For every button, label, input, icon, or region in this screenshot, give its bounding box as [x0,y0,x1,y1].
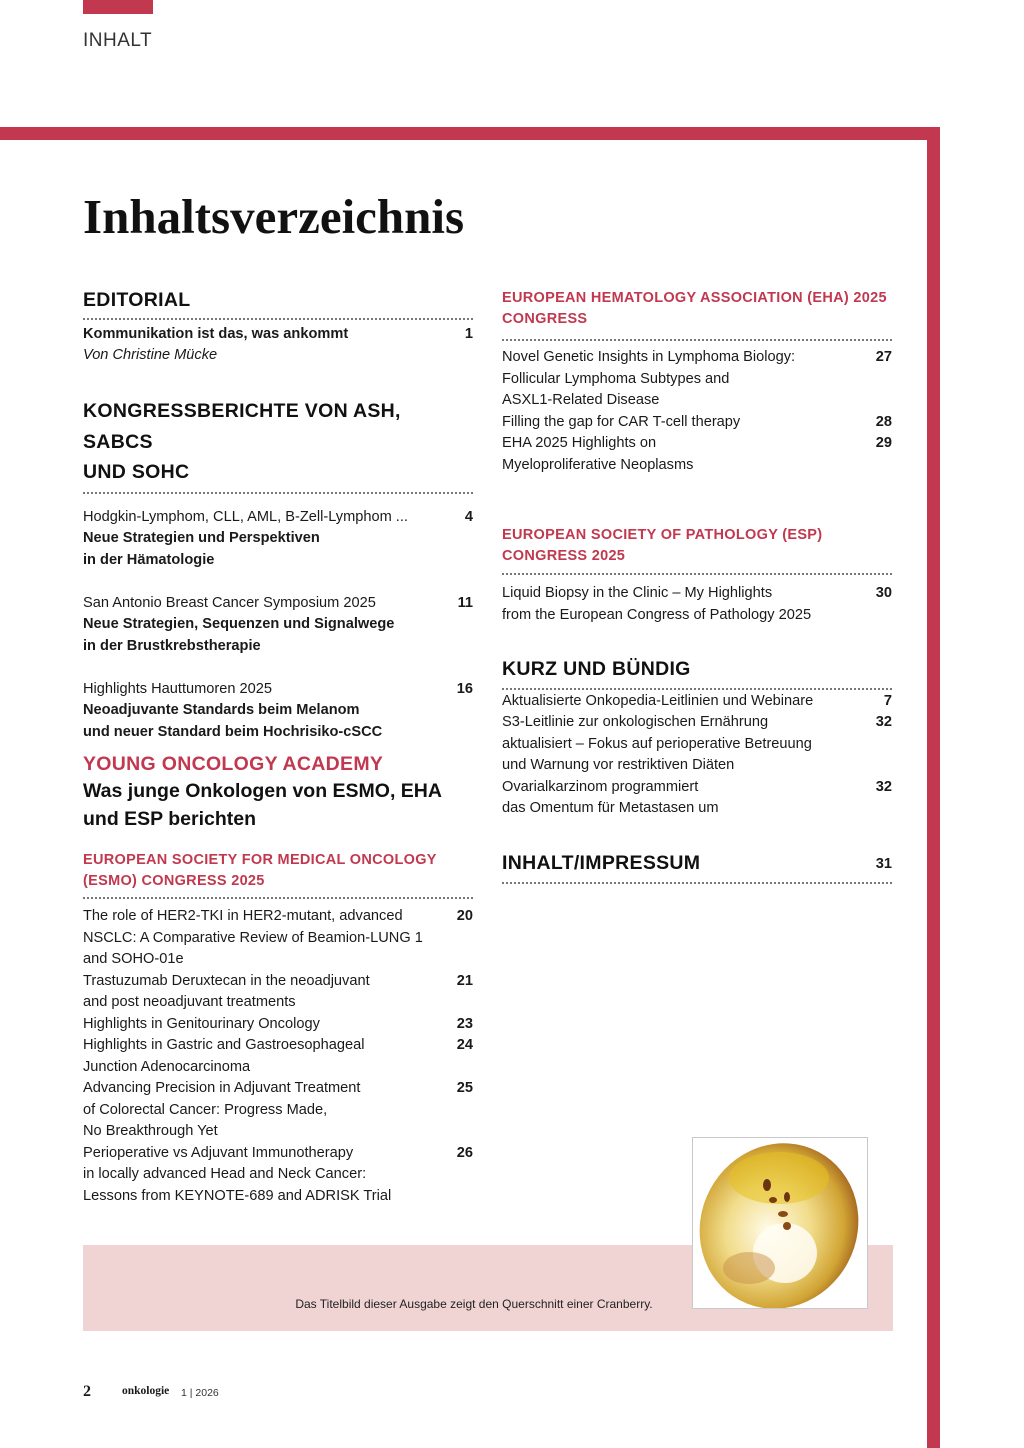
toc-entry[interactable] [502,433,892,476]
section-subtitle: und ESP berichten [83,807,257,830]
divider [502,573,892,575]
footer-journal: onkologie [122,1385,170,1397]
entry-line: Novel Genetic Insights in Lymphoma Biology: [502,349,796,365]
young-oncology-section [83,751,473,833]
toc-entry[interactable] [83,507,473,572]
page-number: 29 [875,435,892,451]
page-number: 1 [464,325,473,342]
divider [83,897,473,899]
entry-kicker: Highlights Hauttumoren 2025 [83,680,273,697]
entry-line: in locally advanced Head and Neck Cancer: [83,1166,367,1182]
page-number: 26 [456,1144,473,1161]
page-number: 28 [875,413,892,430]
entry-title: Kommunikation ist das, was ankommt [83,325,349,342]
entry-line: Follicular Lymphoma Subtypes and [502,370,730,387]
entry-author: Von Christine Mücke [83,347,218,363]
section-heading: YOUNG ONCOLOGY ACADEMY [83,753,384,775]
toc-entry[interactable] [502,583,892,626]
editorial-section [83,285,473,367]
toc-entry[interactable] [83,906,473,971]
esp-section [502,525,892,626]
accent-bar-vertical [927,127,940,1448]
kongress-section [83,396,473,743]
entry-line: EHA 2025 Highlights on [502,435,657,451]
divider [502,688,892,690]
page-number: 23 [456,1015,473,1032]
entry-line: ASXL1-Related Disease [502,392,660,408]
entry-line: S3-Leitlinie zur onkologischen Ernährung [502,714,769,730]
entry-line: The role of HER2-TKI in HER2-mutant, advanced [83,908,403,924]
page-number: 32 [875,714,892,730]
toc-entry[interactable] [83,679,473,744]
impressum-section[interactable] [502,848,892,884]
entry-line: und Warnung vor restriktiven Diäten [502,757,735,773]
entry-line: Lessons from KEYNOTE-689 and ADRISK Trial [83,1187,392,1204]
entry-title: Neue Strategien und Perspektiven [83,530,320,546]
page-number: 24 [456,1037,473,1053]
page-number: 32 [875,778,892,795]
entry-line: aktualisiert – Fokus auf perioperative Betreuung [502,735,812,752]
entry-line: Highlights in Gastric and Gastroesophageal [83,1037,365,1053]
entry-line: Liquid Biopsy in the Clinic – My Highlights [502,585,773,601]
entry-line: Highlights in Genitourinary Oncology [83,1015,320,1032]
subsection-heading: (ESMO) CONGRESS 2025 [83,872,265,889]
toc-entry[interactable] [83,1035,473,1078]
page-number: 25 [456,1080,473,1096]
kurz-section [502,654,892,820]
toc-entry[interactable] [83,1014,473,1036]
entry-line: Aktualisierte Onkopedia-Leitlinien und Webinare [502,692,814,709]
entry-title: und neuer Standard beim Hochrisiko-cSCC [83,723,383,740]
entry-line: Advancing Precision in Adjuvant Treatment [83,1080,361,1096]
footer-issue: 1 | 2026 [181,1387,219,1399]
divider [502,882,892,884]
toc-entry[interactable] [83,324,473,367]
esmo-section [83,850,473,1207]
page-number: 11 [457,594,473,611]
divider [83,492,473,494]
page-title: Inhaltsverzeichnis [83,189,465,244]
entry-line: das Omentum für Metastasen um [502,800,719,816]
entry-line: Myeloproliferative Neoplasms [502,456,694,473]
page-number: 27 [875,349,892,365]
entry-kicker: San Antonio Breast Cancer Symposium 2025 [83,594,376,611]
entry-title: Neue Strategien, Sequenzen und Signalwege [83,616,395,632]
section-heading [83,396,473,488]
subsection-heading: CONGRESS [502,310,588,327]
subsection-heading: EUROPEAN SOCIETY OF PATHOLOGY (ESP) [502,527,823,543]
entry-line: No Breakthrough Yet [83,1123,218,1139]
page-number: 30 [875,585,892,601]
section-label: INHALT [83,30,153,51]
divider [83,318,473,320]
entry-line: Ovarialkarzinom programmiert [502,778,699,795]
page-number: 4 [464,508,473,525]
entry-line: of Colorectal Cancer: Progress Made, [83,1101,328,1118]
entry-line: Junction Adenocarcinoma [83,1058,251,1075]
header-tab-marker [83,0,153,14]
toc-entry[interactable] [83,593,473,658]
section-heading: EDITORIAL [83,289,191,311]
entry-kicker: Hodgkin-Lymphom, CLL, AML, B-Zell-Lymphom ... [83,508,408,525]
toc-entry[interactable] [83,971,473,1014]
toc-entry[interactable] [502,691,892,713]
heading-line: UND SOHC [83,461,190,483]
section-subtitle: Was junge Onkologen von ESMO, EHA [83,780,442,802]
cover-caption: Das Titelbild dieser Ausgabe zeigt den Querschnitt einer Cranberry. [295,1297,653,1311]
entry-title: in der Hämatologie [83,551,215,568]
entry-title: in der Brustkrebstherapie [83,637,261,654]
entry-line: and SOHO-01e [83,951,184,967]
accent-bar-horizontal [0,127,940,140]
entry-line: from the European Congress of Pathology 2025 [502,606,812,623]
eha-section [502,288,892,476]
page-number: 21 [456,972,473,989]
toc-entry[interactable] [502,412,892,434]
page-number: 20 [456,908,473,924]
page-number: 7 [883,692,892,709]
entry-line: and post neoadjuvant treatments [83,994,296,1010]
section-heading: KURZ UND BÜNDIG [502,658,691,680]
toc-entry[interactable] [502,777,892,820]
section-heading: INHALT/IMPRESSUM [502,852,701,874]
entry-title: Neoadjuvante Standards beim Melanom [83,702,360,718]
divider [502,339,892,341]
page-number: 16 [456,680,473,697]
footer-page-number: 2 [83,1383,91,1400]
page-number: 31 [875,856,892,872]
entry-line: Filling the gap for CAR T-cell therapy [502,413,741,430]
toc-entry[interactable] [502,712,892,777]
toc-entry[interactable] [83,1143,473,1208]
heading-line: KONGRESSBERICHTE VON ASH, SABCS [83,400,401,453]
entry-line: NSCLC: A Comparative Review of Beamion-LUNG 1 [83,929,423,946]
subsection-heading: EUROPEAN SOCIETY FOR MEDICAL ONCOLOGY [83,852,437,868]
toc-entry[interactable] [83,1078,473,1143]
subsection-heading: EUROPEAN HEMATOLOGY ASSOCIATION (EHA) 2025 [502,290,887,306]
cover-image-cranberry [692,1137,868,1309]
subsection-heading: CONGRESS 2025 [502,547,626,564]
entry-line: Trastuzumab Deruxtecan in the neoadjuvant [83,972,370,989]
entry-line: Perioperative vs Adjuvant Immunotherapy [83,1144,354,1161]
toc-entry[interactable] [502,347,892,412]
